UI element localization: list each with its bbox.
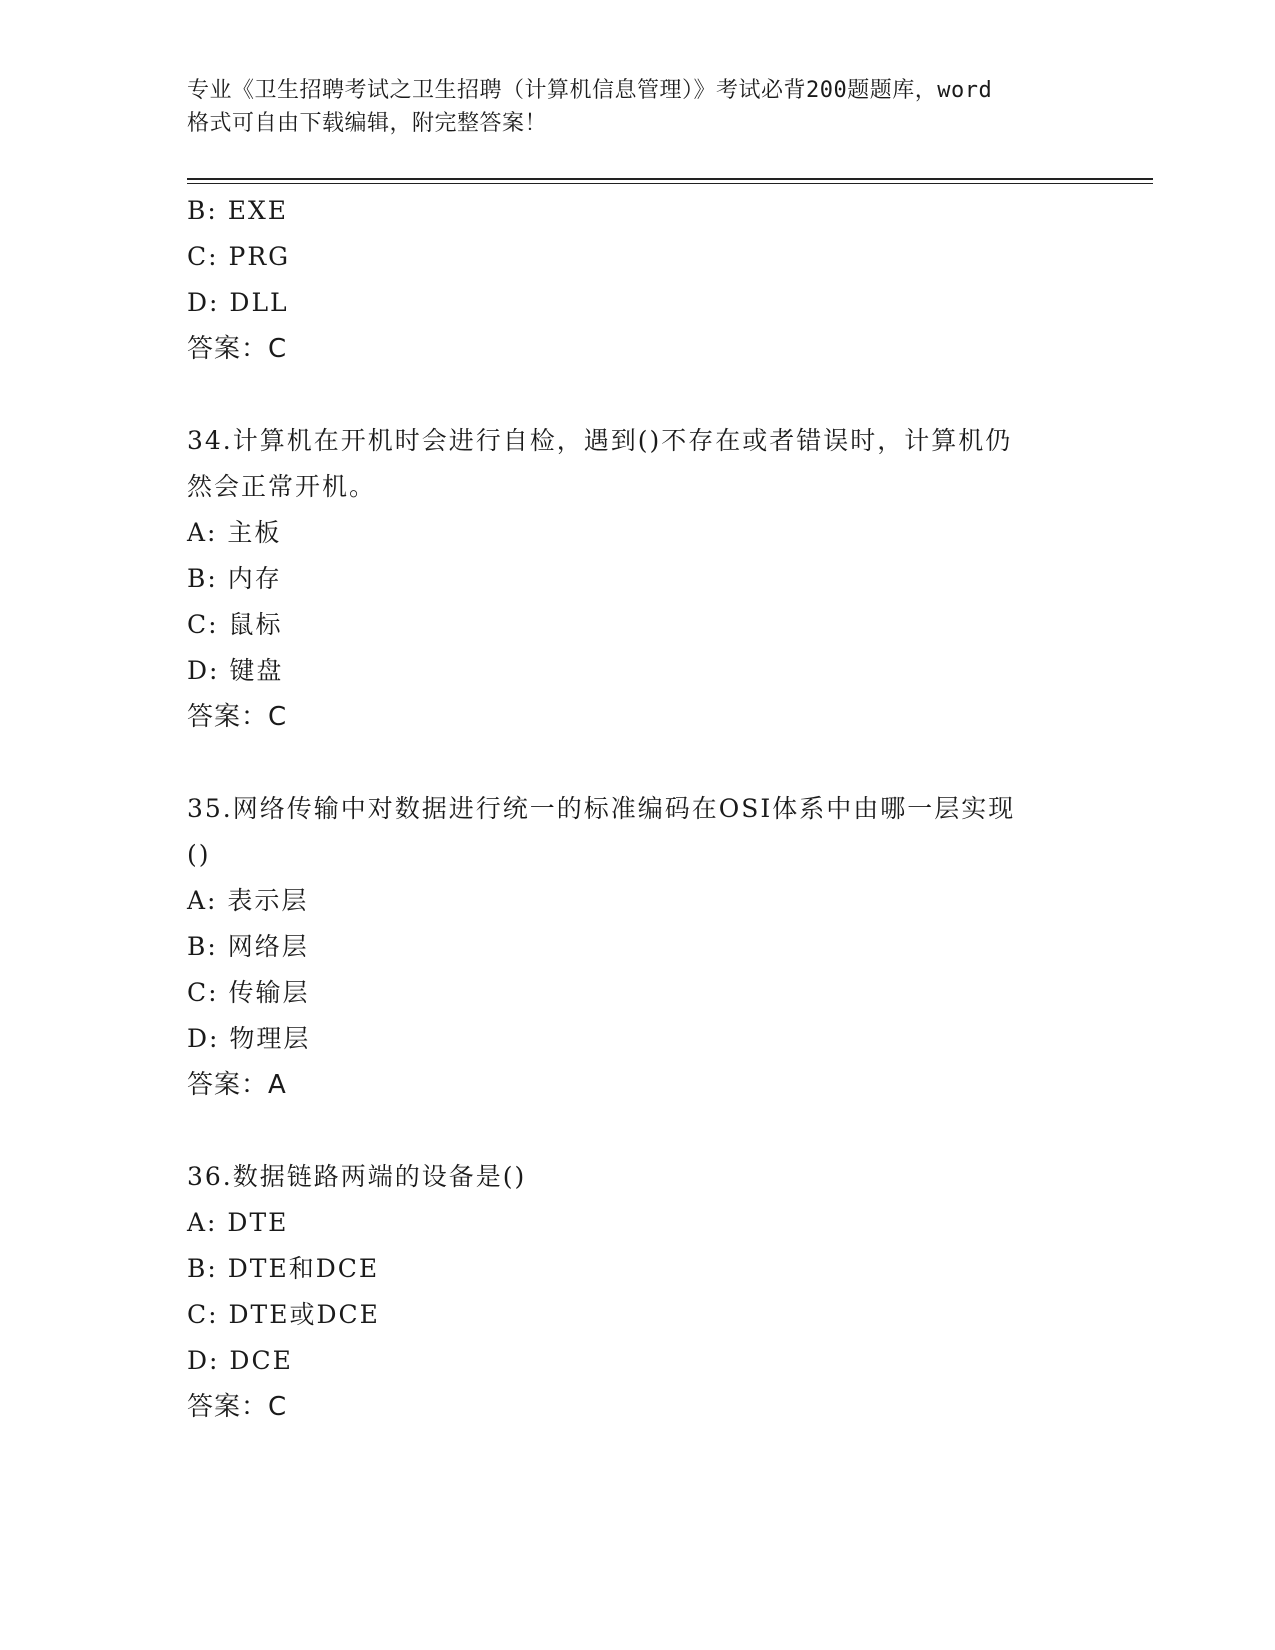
- option-a: A: 表示层: [187, 886, 309, 915]
- header-divider-thick: [187, 178, 1153, 180]
- option-b: B: 内存: [187, 564, 282, 593]
- option-d: D: DLL: [187, 288, 289, 317]
- question-36: [187, 1154, 1087, 1430]
- header-title-line-2: 格式可自由下载编辑，附完整答案！: [187, 111, 548, 136]
- option-d: D: 物理层: [187, 1024, 311, 1053]
- option-d: D: DCE: [187, 1346, 293, 1375]
- question-text-line-1: 35.网络传输中对数据进行统一的标准编码在OSI体系中由哪一层实现: [187, 794, 1016, 823]
- answer-line: 答案：C: [187, 1392, 288, 1422]
- question-text-line-2: 然会正常开机。: [187, 472, 377, 501]
- question-text-line-1: 34.计算机在开机时会进行自检，遇到()不存在或者错误时，计算机仍: [187, 426, 1013, 455]
- question-list: [187, 188, 1087, 1430]
- spacer: [187, 740, 1087, 786]
- option-a: A: 主板: [187, 518, 282, 547]
- header-divider-thin: [187, 183, 1153, 184]
- option-c: C: DTE或DCE: [187, 1300, 380, 1329]
- header-title-line-1: 专业《卫生招聘考试之卫生招聘（计算机信息管理）》考试必背200题题库，word: [187, 78, 993, 103]
- question-33-continuation: [187, 188, 1087, 372]
- question-text-line-2: (): [187, 840, 211, 869]
- spacer: [187, 372, 1087, 418]
- spacer: [187, 1108, 1087, 1154]
- question-35: [187, 786, 1087, 1108]
- option-a: A: DTE: [187, 1208, 289, 1237]
- option-b: B: EXE: [187, 196, 289, 225]
- option-c: C: PRG: [187, 242, 291, 271]
- option-d: D: 键盘: [187, 656, 284, 685]
- document-header: [187, 74, 1087, 140]
- answer-line: 答案：A: [187, 1070, 287, 1100]
- answer-line: 答案：C: [187, 334, 288, 364]
- question-34: [187, 418, 1087, 740]
- question-text-line-1: 36.数据链路两端的设备是(): [187, 1162, 527, 1191]
- option-b: B: 网络层: [187, 932, 309, 961]
- answer-line: 答案：C: [187, 702, 288, 732]
- option-c: C: 鼠标: [187, 610, 283, 639]
- option-b: B: DTE和DCE: [187, 1254, 380, 1283]
- option-c: C: 传输层: [187, 978, 310, 1007]
